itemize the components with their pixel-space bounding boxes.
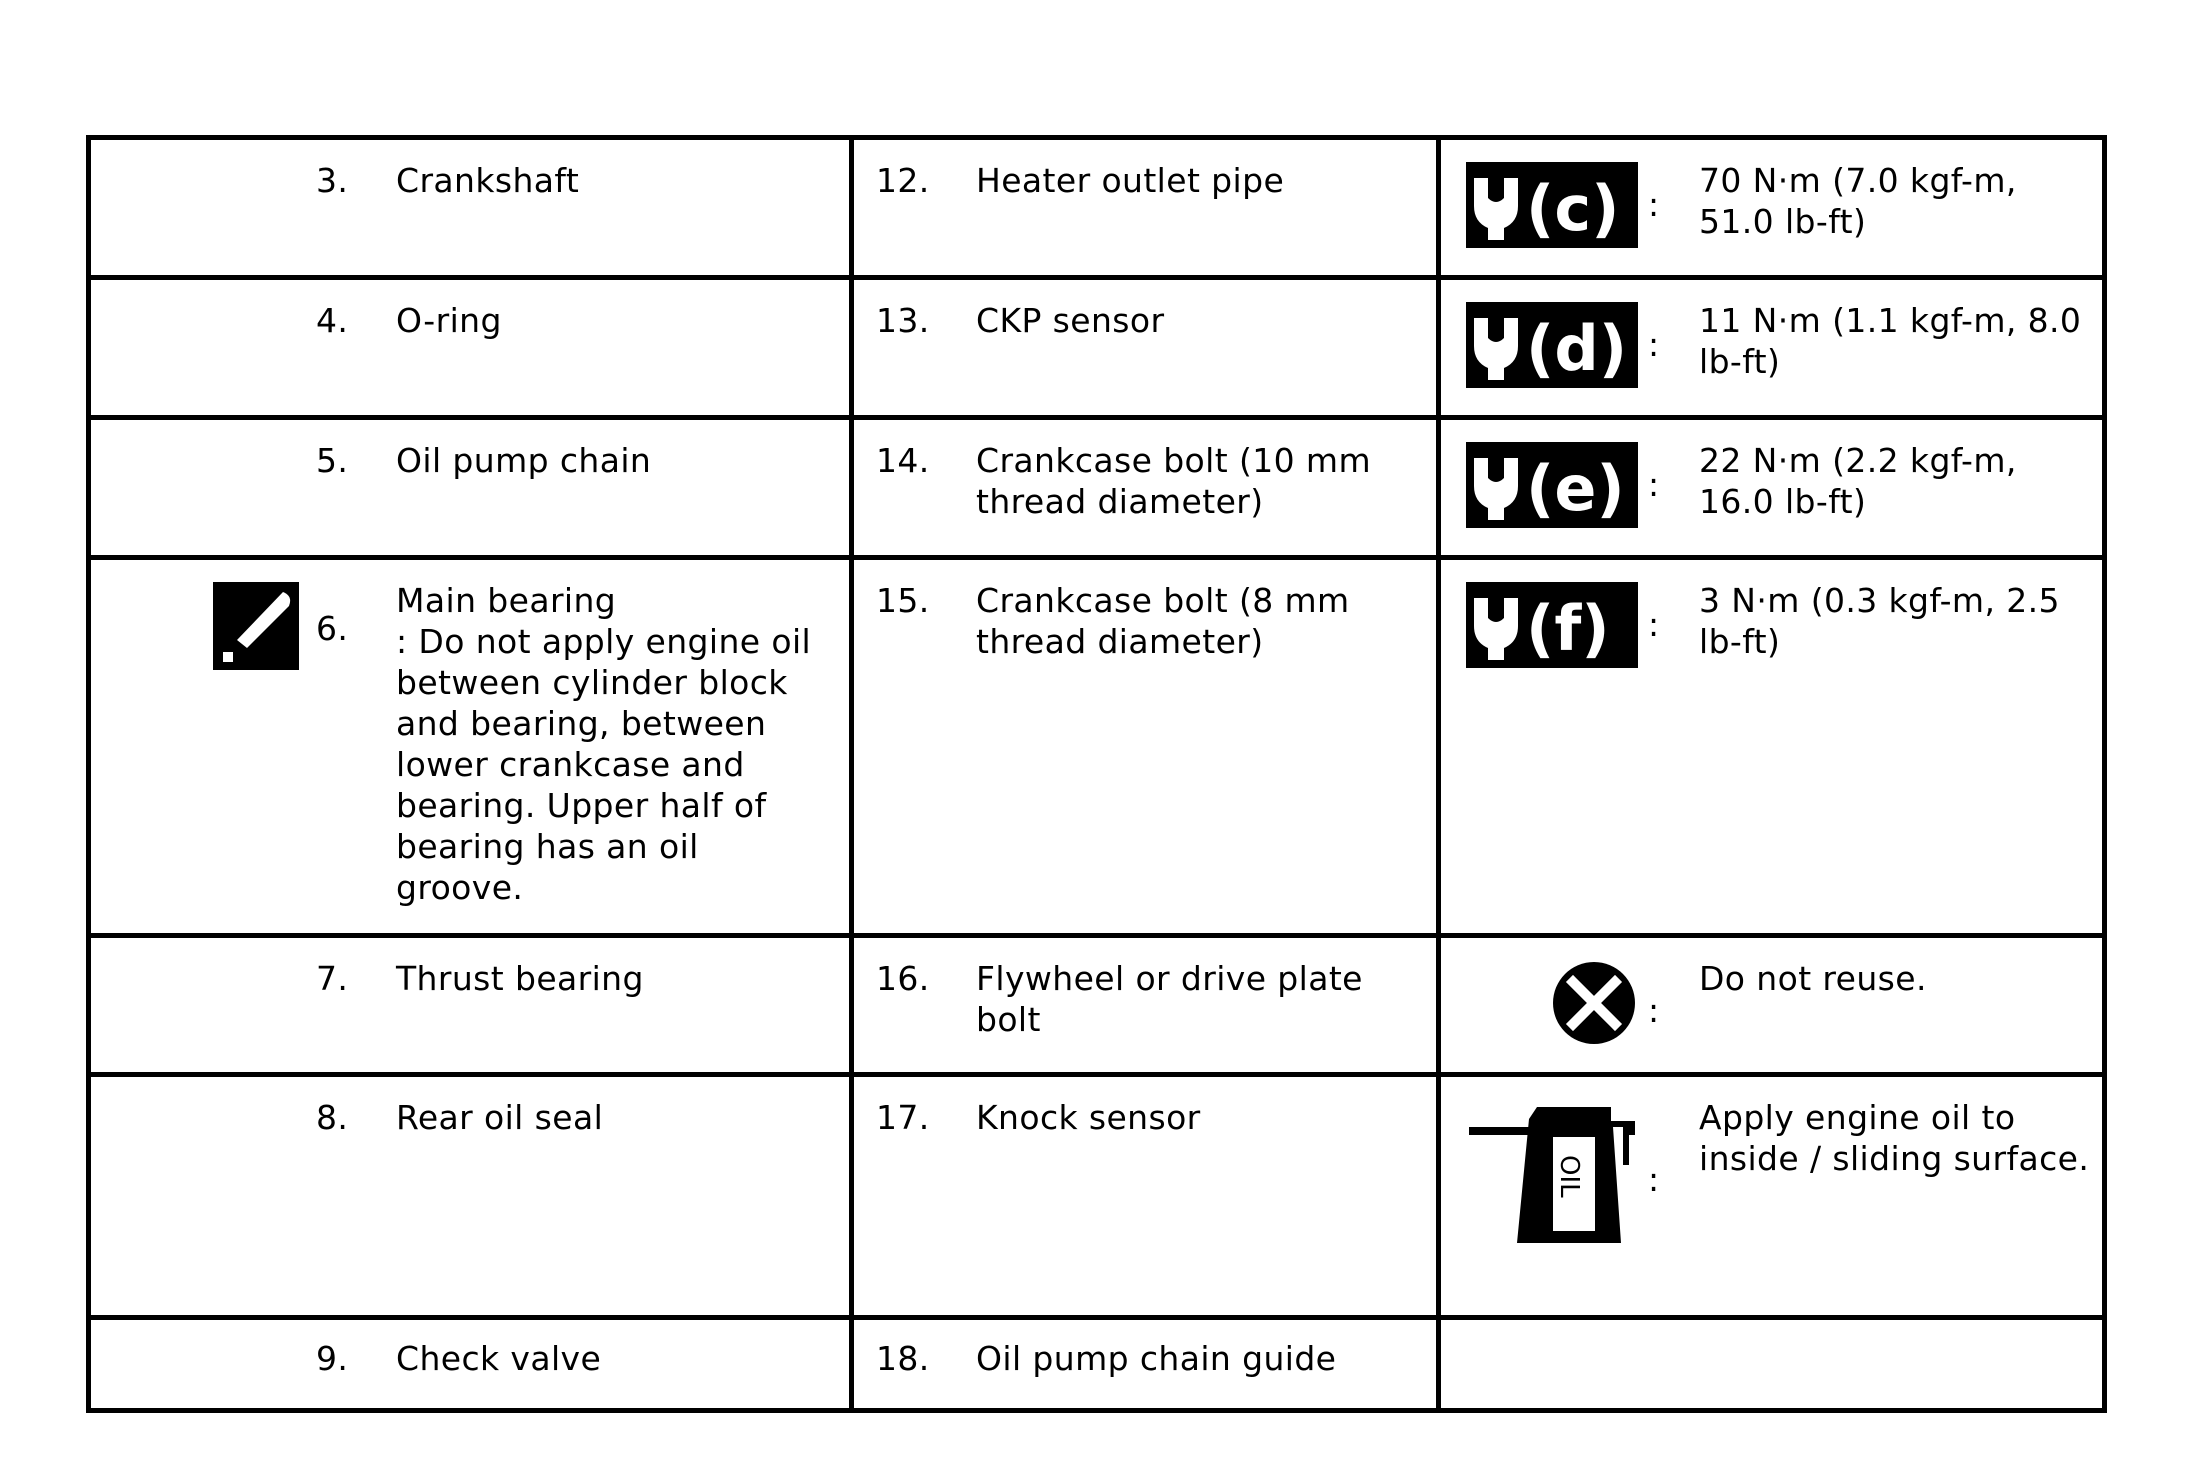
table-row — [89, 1075, 2105, 1318]
legend-cell — [1439, 1075, 2105, 1318]
item-label: Crankcase bolt (10 mm thread diameter) — [976, 441, 1371, 521]
item-number: 12. — [876, 161, 930, 200]
item-label: Main bearing : Do not apply engine oil between cylinder block and bearing, between lower crankcase and bearing. Upper half of bearing has an oil groove. — [396, 581, 812, 907]
legend-cell — [1439, 418, 2105, 558]
item-number: 18. — [876, 1339, 930, 1378]
item-number: 6. — [316, 609, 349, 648]
legend-cell — [852, 1075, 1439, 1318]
colon: : — [1648, 185, 1660, 224]
item-number: 17. — [876, 1098, 930, 1137]
torque-letter: (e) — [1526, 452, 1625, 525]
table-row — [89, 138, 2105, 278]
colon: : — [1648, 991, 1660, 1030]
torque-f-icon — [1466, 582, 1638, 668]
legend-cell — [89, 138, 852, 278]
torque-e-icon — [1466, 442, 1638, 528]
item-label: Crankcase bolt (8 mm thread diameter) — [976, 581, 1350, 661]
spec-value: 22 N·m (2.2 kgf-m, 16.0 lb-ft) — [1699, 441, 2017, 521]
item-label: Thrust bearing — [396, 959, 644, 998]
item-label: Crankshaft — [396, 161, 580, 200]
colon: : — [1648, 605, 1660, 644]
item-label: O-ring — [396, 301, 502, 340]
item-label: Check valve — [396, 1339, 602, 1378]
item-number: 15. — [876, 581, 930, 620]
item-number: 16. — [876, 959, 930, 998]
spec-value: 11 N·m (1.1 kgf-m, 8.0 lb-ft) — [1699, 301, 2082, 381]
spec-value: 70 N·m (7.0 kgf-m, 51.0 lb-ft) — [1699, 161, 2017, 241]
legend-cell — [852, 936, 1439, 1075]
item-label: Oil pump chain — [396, 441, 652, 480]
table-row — [89, 936, 2105, 1075]
legend-cell — [89, 1318, 852, 1411]
legend-cell — [89, 558, 852, 936]
item-number: 13. — [876, 301, 930, 340]
legend-cell — [852, 138, 1439, 278]
colon: : — [1648, 325, 1660, 364]
table-row — [89, 278, 2105, 418]
torque-d-icon — [1466, 302, 1638, 388]
item-number: 7. — [316, 959, 349, 998]
item-number: 9. — [316, 1339, 349, 1378]
item-number: 5. — [316, 441, 349, 480]
item-number: 3. — [316, 161, 349, 200]
legend-cell — [852, 1318, 1439, 1411]
torque-letter: (c) — [1526, 172, 1620, 245]
item-label: Knock sensor — [976, 1098, 1201, 1137]
spec-value: Apply engine oil to inside / sliding surface. — [1699, 1098, 2090, 1178]
item-label: Heater outlet pipe — [976, 161, 1285, 200]
legend-cell — [852, 558, 1439, 936]
torque-letter: (d) — [1526, 312, 1628, 385]
legend-cell — [852, 278, 1439, 418]
torque-letter: (f) — [1526, 592, 1610, 665]
legend-cell — [89, 936, 852, 1075]
legend-cell — [852, 418, 1439, 558]
table-row — [89, 418, 2105, 558]
legend-cell — [1439, 278, 2105, 418]
legend-cell — [1439, 138, 2105, 278]
legend-cell — [89, 1075, 852, 1318]
legend-table — [86, 135, 2107, 1413]
legend-cell — [89, 278, 852, 418]
table-row — [89, 1318, 2105, 1411]
colon: : — [1648, 465, 1660, 504]
item-label: Rear oil seal — [396, 1098, 604, 1137]
legend-cell — [1439, 558, 2105, 936]
torque-c-icon — [1466, 162, 1638, 248]
spec-value: Do not reuse. — [1699, 959, 1927, 998]
spec-value: 3 N·m (0.3 kgf-m, 2.5 lb-ft) — [1699, 581, 2060, 661]
do-not-reuse-icon — [1551, 960, 1637, 1046]
item-number: 8. — [316, 1098, 349, 1137]
legend-cell-empty — [1439, 1318, 2105, 1411]
oil-can-icon — [1469, 1107, 1639, 1247]
item-label: Oil pump chain guide — [976, 1339, 1337, 1378]
legend-cell — [1439, 936, 2105, 1075]
item-number: 4. — [316, 301, 349, 340]
table-row — [89, 558, 2105, 936]
item-label: Flywheel or drive plate bolt — [976, 959, 1363, 1039]
item-label: CKP sensor — [976, 301, 1165, 340]
colon: : — [1648, 1160, 1660, 1199]
legend-cell — [89, 418, 852, 558]
item-number: 14. — [876, 441, 930, 480]
bearing-note-icon — [213, 582, 299, 670]
oil-label: OIL — [1554, 1155, 1584, 1198]
